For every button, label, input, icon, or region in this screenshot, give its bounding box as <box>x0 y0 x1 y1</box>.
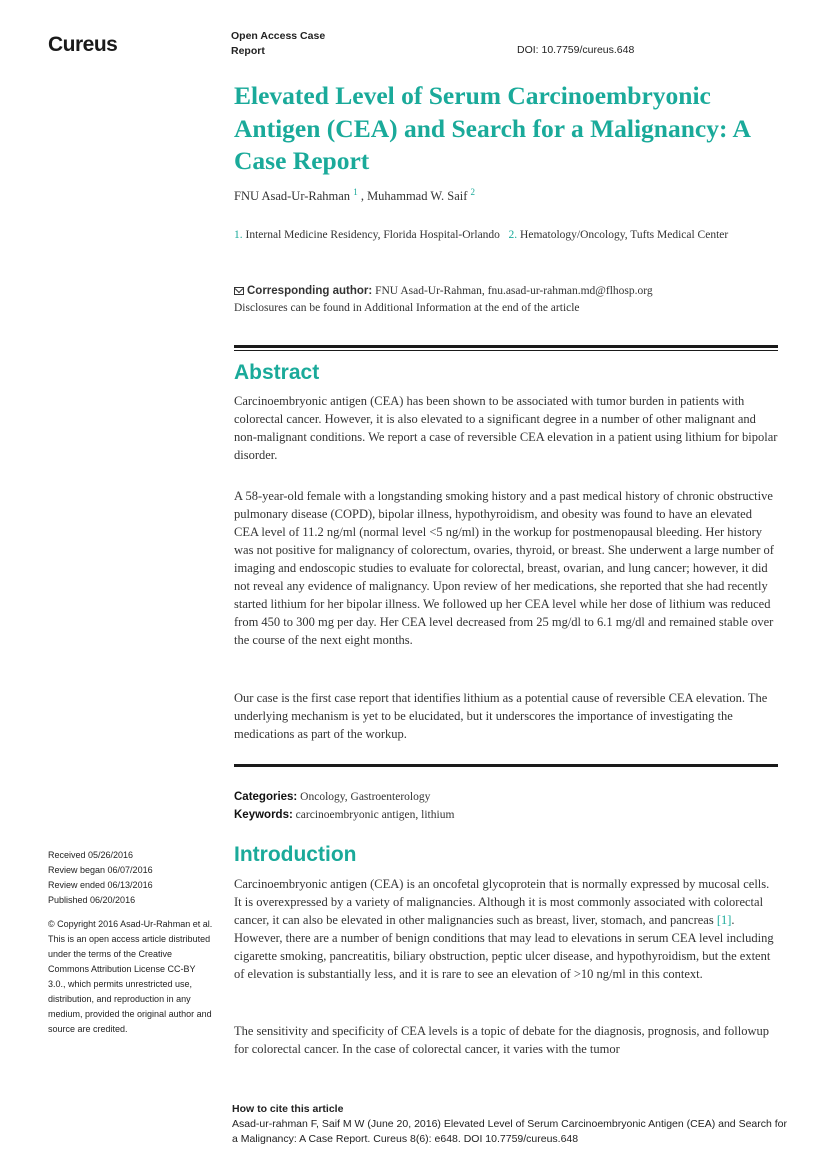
disclosures-note: Disclosures can be found in Additional Information at the end of the article <box>234 302 580 314</box>
author-affiliation-mark: 1 <box>353 187 358 197</box>
abstract-paragraph: Our case is the first case report that identifies lithium as a potential cause of reversible CEA elevation. The underlying mechanism is yet to be elucidated, but it underscores the importance of investigating the medications as part of the workup. <box>234 691 768 741</box>
introduction-paragraph: The sensitivity and specificity of CEA levels is a topic of debate for the diagnosis, prognosis, and followup for colorectal cancer. In the case of colorectal cancer, it varies with the tumor <box>234 1024 769 1056</box>
affiliation-text: Hematology/Oncology, Tufts Medical Center <box>520 229 729 241</box>
categories-value[interactable]: Oncology, Gastroenterology <box>300 791 431 803</box>
corresponding-label: Corresponding author: <box>247 285 373 297</box>
divider <box>234 764 778 767</box>
review-ended-date: Review ended 06/13/2016 <box>48 880 153 890</box>
abstract-paragraph: A 58-year-old female with a longstanding smoking history and a past medical history of chronic obstructive pulmonary disease (COPD), bipolar illness, hypothyroidism, and obesity was found to have an elevated CEA level of 11.2 ng/ml (normal level <5 ng/ml) in the workup for postmenopausal bleeding. Her history was not positive for malignancy of colorectum, ovaries, thyroid, or breast. She underwent a large number of imaging and endoscopic studies to evaluate for colorectal, breast, ovarian, and lung cancer; however, it did not reveal any evidence of malignancy. Upon review of her medications, she reported that she had recently started lithium for her bipolar illness. We followed up her CEA level while her dose of lithium was reduced from 450 to 300 mg per day. Her CEA level decreased from 25 mg/dl to 6.1 mg/dl and remained stable over the course of the next eight months. <box>234 489 774 647</box>
affiliation-text: Internal Medicine Residency, Florida Hospital-Orlando <box>245 229 500 241</box>
keywords-value[interactable]: carcinoembryonic antigen, lithium <box>295 809 455 821</box>
keywords-label: Keywords: <box>234 809 293 821</box>
received-date: Received 05/26/2016 <box>48 850 134 860</box>
copyright-notice: © Copyright 2016 Asad-Ur-Rahman et al. This is an open access article distributed under the terms of the Creative Commons Attribution License CC-BY 3.0., which permits unrestricted use, distribution, and reproduction in any medium, provided the original author and source are credited. <box>48 919 213 1034</box>
abstract-heading: Abstract <box>234 361 320 384</box>
paragraph-text: . However, there are a number of benign conditions that may lead to elevations in serum CEA level including cigarette smoking, pancreatitis, biliary obstruction, peptic ulcer disease, and hypothyroidism, but the extent of elevation is substantially less, and it is rare to see an elevation of >10 ng/ml in this context. <box>234 913 774 981</box>
envelope-icon <box>234 287 244 295</box>
paragraph-text: Carcinoembryonic antigen (CEA) is an oncofetal glycoprotein that is normally expressed by mucosal cells. It is overexpressed by a variety of malignancies. Although it is most commonly associated with colorectal cancer, it can also be elevated in other malignancies such as breast, liver, stomach, and pancreas <box>234 877 770 927</box>
affiliation-number: 2. <box>508 229 518 241</box>
author-affiliation-mark: 2 <box>470 187 476 197</box>
introduction-heading: Introduction <box>234 843 357 866</box>
article-title: Elevated Level of Serum Carcinoembryonic Antigen (CEA) and Search for a Malignancy: A Case Report <box>234 81 750 175</box>
divider <box>234 345 778 348</box>
journal-logo: Cureus <box>48 33 118 56</box>
published-date: Published 06/20/2016 <box>48 895 136 905</box>
abstract-paragraph: Carcinoembryonic antigen (CEA) has been shown to be associated with tumor burden in patients with colorectal cancer. However, it is also elevated to a significant degree in a number of other malignant and non-malignant conditions. We report a case of reversible CEA elevation in a patient using lithium for bipolar disorder. <box>234 394 778 462</box>
affiliations <box>234 227 764 244</box>
review-began-date: Review began 06/07/2016 <box>48 865 153 875</box>
citation-label: How to cite this article <box>232 1103 344 1115</box>
citation-text: Asad-ur-rahman F, Saif M W (June 20, 2016) Elevated Level of Serum Carcinoembryonic Antigen (CEA) and Search for a Malignancy: A Case Report. Cureus 8(6): e648. DOI 10.7759/cureus.648 <box>232 1118 788 1145</box>
introduction-paragraph <box>234 875 779 983</box>
publication-dates <box>48 848 213 908</box>
author-name[interactable]: Muhammad W. Saif <box>367 189 468 204</box>
doi-label: DOI: 10.7759/cureus.648 <box>517 44 635 56</box>
reference-link[interactable]: [1] <box>716 913 732 927</box>
corresponding-author-block <box>234 283 794 317</box>
affiliation-number: 1. <box>234 229 243 241</box>
article-type: Open Access Case Report <box>231 30 326 57</box>
author-separator: , <box>360 189 368 204</box>
divider <box>234 350 778 351</box>
categories-label: Categories: <box>234 791 298 803</box>
article-meta <box>234 788 454 824</box>
citation-block <box>232 1102 792 1147</box>
author-name[interactable]: FNU Asad-Ur-Rahman <box>234 189 351 204</box>
corresponding-contact[interactable]: FNU Asad-Ur-Rahman, fnu.asad-ur-rahman.md@flhosp.org <box>375 285 653 297</box>
author-list <box>234 187 475 204</box>
